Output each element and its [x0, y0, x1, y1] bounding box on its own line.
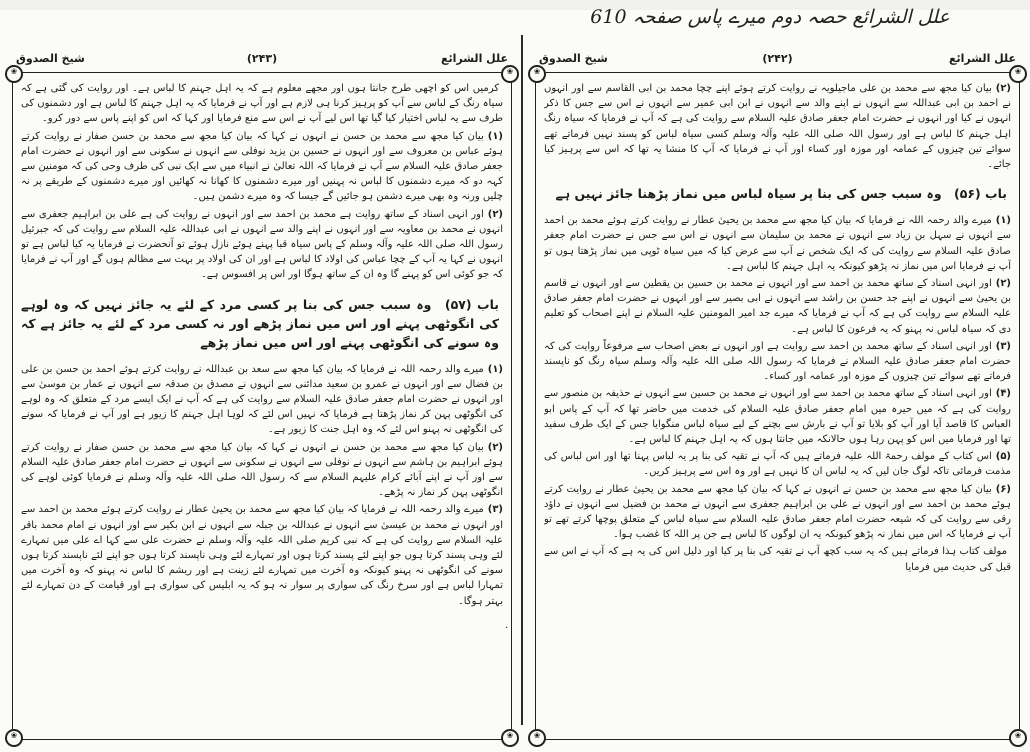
paragraph	[21, 362, 503, 438]
handwritten-note: علل الشرائع حصہ دوم میرے پاس صفحہ 610	[590, 6, 950, 28]
left-header-book-title: علل الشرائع	[440, 52, 508, 65]
ornament-icon: ❀	[1009, 65, 1027, 83]
right-page-frame	[533, 67, 1022, 740]
paragraph-text: اور انہی اسناد کے ساتھ محمد بن احمد سے روایت ہے اور انہوں نے بعض اصحاب سے مرفوعاً روایت کی کہ حضرت امام جعفر صادق علیہ السلام نے فرمایا کہ رسول اللہ صلی اللہ علیہ وآلہ وسلم سیاہ رنگ کو ناپسند فرماتے تھے سوائے تین چیزوں کے موزہ اور عمامہ اور کساء۔	[544, 340, 1011, 383]
left-page-frame	[10, 67, 514, 740]
paragraph-number: (۴)	[995, 388, 1011, 400]
scan-mark: ·	[505, 623, 509, 634]
paragraph-number: (۲)	[995, 278, 1011, 290]
paragraph-text: اس کتاب کے مولف رحمۃ اللہ علیہ فرماتے ہیں کہ آپ نے تقیہ کی بنا پر یہ لباس پہنا تھا اور اس لباس کی مذمت فرمائی تاکہ لوگ جان لیں کہ یہ لباس ان کا نہیں ہے اور وہ اس سے پرہیز کریں۔	[544, 451, 1011, 478]
paragraph-text: بیان کیا مجھ سے محمد بن علی ماجیلویہ نے روایت کرتے ہوئے اپنے چچا محمد بن ابی القاسم سے اور انہوں نے احمد بن ابی عبداللہ سے انہوں نے اپنے والد سے انہوں نے ابن ابی عمیر سے انہوں نے اس سے جس کا ذکر انہوں نے کیا اور انہوں نے حضرت امام جعفر صادق علیہ السلام سے روایت کی ہے کہ آپ نے فرمایا کہ سیاہ رنگ اہل جہنم کا لباس ہے اور رسول اللہ صلی اللہ علیہ وآلہ وسلم کسی سیاہ لباس کو پسند نہیں فرماتے تھے سوائے تین چیزوں کے عمامہ اور موزہ اور کساء اور آپ نے فرمایا کہ آپ کا منشا یہ تھا کہ اس سے پرہیز کیا جائے۔	[544, 83, 1011, 171]
left-header-author: شیخ الصدوق	[16, 52, 85, 65]
paragraph	[544, 339, 1011, 385]
left-page	[12, 50, 512, 740]
paragraph-text: میرے والد رحمہ اللہ نے فرمایا کہ بیان کیا مجھ سے سعد بن عبداللہ نے روایت کرتے ہوئے احمد بن حسن بن علی بن فضال سے اور انہوں نے عمرو بن سعید مدائنی سے انہوں نے مصدق بن صدقہ سے انہوں نے عمار بن موسیٰ سے اور انہوں نے حضرت امام جعفر صادق علیہ السلام سے روایت کی ہے کہ آپ نے ایک ایسے مرد کے متعلق کہ وہ لوہے کی انگوٹھی پہن کر نماز پڑھتا ہے فرمایا کہ نہیں اس لئے کہ لوہا اہل جہنم کا زیور ہے اور آپ نے فرمایا کہ سونے کی انگوٹھی نہ پہنو اس لئے کہ وہ اہل جنت کا زیور ہے۔	[21, 363, 503, 436]
paragraph-number: (۱)	[487, 363, 503, 375]
paragraph-number: (۳)	[995, 340, 1011, 352]
paragraph-number: (۲)	[487, 208, 503, 220]
chapter-title: وہ سبب جس کی بنا پر کسی مرد کے لئے یہ جائز نہیں کہ وہ لوہے کی انگوٹھی پہنے اور اس میں نماز پڑھے اور نہ کسی مرد کے لئے یہ جائز ہے کہ وہ سونے کی انگوٹھی پہنے اور اس میں نماز پڑھے	[21, 296, 499, 350]
paragraph-number: (۱)	[995, 215, 1011, 227]
paragraph-text: اور انہی اسناد کے ساتھ محمد بن احمد سے اور انہوں نے محمد بن حسین سے انہوں نے حذیفہ بن منصور سے روایت کی ہے کہ میں حیرہ میں امام جعفر صادق علیہ السلام کی خدمت میں حاضر تھا کہ آپ کے پاس ابو العباس کا قاصد آیا اور آپ کو بلایا تو آپ نے بارش سے بچنے کے لیے سیاہ لباس منگوایا جس کے ایک طرف سفید تھا اور فرمایا میں اس کو پہن رہا ہوں حالانکہ میں جانتا ہوں کہ یہ اہل جہنم کا لباس ہے۔	[544, 388, 1011, 446]
paragraph-text: بیان کیا مجھ سے محمد بن حسن نے انہوں نے کہا کہ بیان کیا مجھ سے محمد بن یحییٰ عطار نے روایت کرتے ہوئے محمد بن احمد سے اور انہوں نے علی بن ابراہیم جعفری سے انہوں نے محمد بن فضیل سے انہوں نے داؤد رقی سے روایت کی کہ شیعہ حضرت امام جعفر صادق علیہ السلام سے سیاہ لباس کے متعلق پوچھا کرتے تھے تو آپ نے فرمایا کہ اس میں نماز نہ پڑھو کیونکہ یہ ان لوگوں کا لباس ہے جن پر اللہ کا غضب ہوا۔	[544, 483, 1011, 541]
paragraph	[21, 207, 503, 283]
right-page-header	[535, 50, 1020, 72]
paragraph	[544, 544, 1011, 574]
right-page	[535, 50, 1020, 740]
ornament-icon: ❀	[528, 65, 546, 83]
paragraph-text: کرمیں اس کو اچھی طرح جانتا ہوں اور مجھے معلوم ہے کہ یہ اہل جہنم کا لباس ہے۔ اور روایت کی گئی ہے کہ سیاہ رنگ کے لباس سے آپ کو پرہیز کرنا ہی لازم ہے اور آپ نے فرمایا کہ یہ اہل جہنم کا لباس ہے اور دشمنوں کی طرف سے یہ لباس اختیار کیا گیا تھا اس لیے آپ نے اس سے منع فرمایا اور کہا کہ اس کو اپنے پاس سے دور کرو۔	[21, 83, 503, 125]
ornament-icon: ❀	[501, 65, 519, 83]
ornament-icon: ❀	[528, 729, 546, 747]
paragraph-number: (۳)	[487, 504, 503, 516]
right-page-body	[544, 81, 1011, 731]
paragraph-number: (۱)	[487, 130, 503, 142]
ornament-icon: ❀	[5, 729, 23, 747]
paragraph-text: میرے والد رحمہ اللہ نے فرمایا کہ بیان کیا مجھ سے محمد بن یحییٰ عطار نے روایت کرتے ہوئے محمد بن احمد سے اور انہوں نے محمد بن عیسیٰ سے انہوں نے عبداللہ بن جبلہ سے انہوں نے ابن بکیر سے اور انہوں نے امام محمد باقر علیہ السلام سے روایت کی ہے کہ نبی کریم صلی اللہ علیہ وآلہ وسلم نے حضرت علی سے کہا اے علی میں تمہارے لئے وہی پسند کرتا ہوں جو اپنے لئے پسند کرتا ہوں اور تمہارے لئے وہی ناپسند کرتا ہوں جو اپنے لئے ناپسند کرتا ہوں سونے کی انگوٹھی نہ پہنو کیونکہ وہ آخرت میں تمہارے لئے زینت ہے اور ریشم کا لباس نہ پہنو کہ وہ آخرت میں تمہارا لباس ہے اور سرخ رنگ کی سواری پر سوار نہ ہو کہ یہ ابلیس کی سواری ہے اور قیامت کے دن تمہارے لئے بہتر ہوگا۔	[21, 504, 503, 607]
book-gutter	[521, 35, 523, 725]
paragraph-text: اور انہی اسناد کے ساتھ روایت ہے محمد بن احمد سے اور انہوں نے روایت کی ہے علی بن ابراہیم جعفری سے انہوں نے محمد بن معاویہ سے اور انہوں نے اپنے والد سے انہوں نے ابی عبداللہ علیہ السلام سے روایت کی کہ جبرئیل رسول اللہ صلی اللہ علیہ وآلہ وسلم کے پاس سیاہ قبا پہنے ہوئے نازل ہوئے تو آنحضرت نے فرمایا یہ کیا لباس ہے تو انہوں نے کہا یہ آپ کے چچا عباس کی اولاد کا لباس ہے اور ان کی اولاد پر بہت سے مظالم ہوں گے اور آپ نے فرمایا کہ جو کوئی اس کو پہنے گا وہ ان کے ساتھ ہوگا اور اس پر افسوس ہے۔	[21, 208, 503, 281]
paragraph-text: مولف کتاب ہذا فرماتے ہیں کہ یہ سب کچھ آپ نے تقیہ کی بنا پر کیا اور دلیل اس کی یہ ہے کہ آپ نے اس سے قبل کی حدیث میں فرمایا	[544, 546, 1011, 573]
paragraph-number: (۵)	[995, 451, 1011, 463]
paragraph-text: بیان کیا مجھ سے محمد بن حسن نے انہوں نے کہا کہ بیان کیا مجھ سے محمد بن حسن صفار نے روایت کرتے ہوئے ابراہیم بن ہاشم سے انہوں نے نوفلی سے انہوں نے سکونی سے انہوں نے حضرت امام جعفر صادق علیہ السلام سے اور آپ نے اپنے آبائے کرام علیہم السلام سے کہ رسول اللہ صلی اللہ علیہ وآلہ وسلم نے فرمایا کوئی لوہے کی انگوٹھی پہن کر نماز نہ پڑھے۔	[21, 441, 503, 499]
right-top-paragraphs	[544, 81, 1011, 172]
paragraph	[21, 440, 503, 501]
paragraph	[544, 386, 1011, 447]
right-bottom-paragraphs	[544, 213, 1011, 575]
ornament-icon: ❀	[5, 65, 23, 83]
chapter-title: وہ سبب جس کی بنا پر سیاہ لباس میں نماز پڑھنا جائز نہیں ہے	[555, 186, 942, 202]
paragraph-text: بیان کیا مجھ سے محمد بن حسن نے انہوں نے کہا کہ بیان کیا مجھ سے محمد بن حسن صفار نے روایت کرتے ہوئے عباس بن معروف سے اور انہوں نے حسین بن یزید نوفلی سے انہوں نے سکونی سے اور انہوں نے حضرت امام جعفر صادق علیہ السلام سے آپ نے فرمایا کہ اللہ تعالیٰ نے انبیاء میں سے ایک نبی کی طرف وحی کی کہ مومنین سے کہہ دو کہ میرے دشمنوں کا لباس نہ پہنیں اور میرے دشمنوں کا کھانا نہ کھائیں اور میرے دشمنوں کے طریقے پر نہ چلیں ورنہ وہ بھی میرے دشمن ہو جائیں گے جیسا کہ وہ میرے دشمن ہیں۔	[21, 130, 503, 203]
left-top-paragraphs	[21, 81, 503, 283]
paragraph	[544, 213, 1011, 274]
chapter-number: (۵۷)	[444, 296, 472, 312]
chapter-heading	[21, 295, 503, 352]
ornament-icon: ❀	[1009, 729, 1027, 747]
right-header-book-title: علل الشرائع	[948, 52, 1016, 65]
paragraph	[544, 449, 1011, 479]
right-header-author: شیخ الصدوق	[539, 52, 608, 65]
chapter-label: باب	[985, 186, 1007, 202]
left-page-body	[21, 81, 503, 731]
paragraph-text: میرے والد رحمہ اللہ نے فرمایا کہ بیان کیا مجھ سے محمد بن یحییٰ عطار نے روایت کرتے ہوئے محمد بن احمد سے انہوں نے سہل بن زیاد سے انہوں نے محمد بن سلیمان سے انہوں نے اس سے جس نے حضرت امام جعفر صادق علیہ السلام سے روایت کی کہ ایک شخص نے آپ سے عرض کیا کہ میں سیاہ ٹوپی میں نماز پڑھتا ہوں تو آپ نے فرمایا اس میں نماز نہ پڑھو کیونکہ یہ اہل جہنم کا لباس ہے۔	[544, 215, 1011, 272]
paragraph-text: اور انہی اسناد کے ساتھ محمد بن احمد سے اور انہوں نے محمد بن حسین بن یقطین سے اور انہوں نے قاسم بن یحییٰ سے انہوں نے اپنے جد حسن بن راشد سے انہوں نے ابی بصیر سے اور انہوں نے حضرت امام جعفر صادق علیہ السلام سے روایت کی ہے کہ آپ نے فرمایا کہ میرے جد امیر المومنین علیہ السلام نے اپنے اصحاب کو تعلیم دی کہ سیاہ لباس نہ پہنو کہ یہ فرعون کا لباس ہے۔	[544, 278, 1011, 335]
ornament-icon: ❀	[501, 729, 519, 747]
paragraph	[21, 502, 503, 608]
paragraph-number: (۶)	[995, 483, 1011, 495]
left-page-header	[12, 50, 512, 72]
paragraph-number: (۲)	[487, 441, 503, 453]
paragraph	[21, 81, 503, 127]
chapter-label: باب	[477, 296, 499, 312]
right-header-page-number: (۲۴۲)	[762, 52, 793, 65]
left-header-page-number: (۲۴۳)	[246, 52, 278, 65]
chapter-heading	[544, 184, 1011, 203]
paragraph	[544, 81, 1011, 172]
paragraph	[544, 276, 1011, 337]
paragraph	[544, 482, 1011, 543]
paragraph	[21, 129, 503, 205]
chapter-number: (۵۶)	[953, 186, 981, 202]
paragraph-number: (۲)	[995, 83, 1011, 94]
left-bottom-paragraphs	[21, 362, 503, 609]
